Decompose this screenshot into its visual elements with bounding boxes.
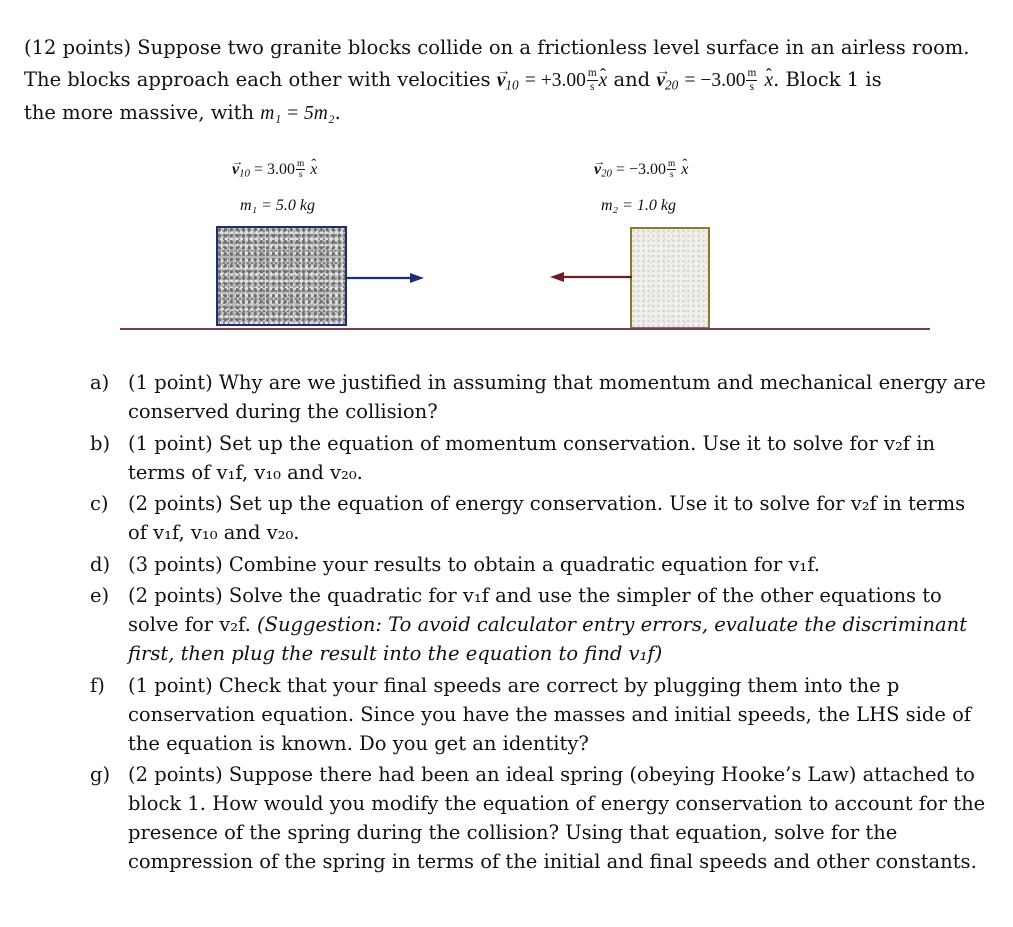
block1-velocity-arrow-icon [346,270,426,286]
intro-line-2-post: . Block 1 is [773,68,882,91]
block2-velocity-label: → $v_{20} = -3.00$ $\frac{m}{s}$ ˆ x [594,160,688,181]
intro-line-1: (12 points) Suppose two granite blocks collide on a frictionless level surface in an airless room. [24,36,970,59]
intro-line-3-post: . [334,101,341,124]
intro-line-2 [24,64,989,97]
intro-line-2-pre: The blocks approach each other with velocities [24,68,497,91]
intro-line-3 [24,97,989,130]
unit-m-per-s: $\frac{m}{s}$ [747,67,757,93]
v20-value: = −3.00 [684,70,746,91]
question-part-a: a) (1 point) Why are we justified in assuming that momentum and mechanical energy are conserved during the collision? [90,371,986,423]
and-word: and [607,68,657,91]
question-parts [90,368,990,879]
vector-v-symbol: → v [656,65,665,97]
suggestion-note: (Suggestion: To avoid calculator entry errors, evaluate the discriminant first, then plug the result into the equation to find v₁f) [128,613,968,665]
question-part-g: g) (2 points) Suppose there had been an ideal spring (obeying Hooke’s Law) attached to block 1. How would you modify the equation of energy conservation to account for the presence of the spring during the collision? Using that equation, solve for the compression of the spring in terms of the initial and final speeds and other constants. [90,763,986,873]
question-part-f: f) (1 point) Check that your final speeds are correct by plugging them into the p conservation equation. Since you have the masses and initial speeds, the LHS side of the equation is known. Do you get an identity? [90,673,972,755]
x-hat-symbol: ˆ x [764,65,773,97]
intro-line-3-pre: the more massive, with [24,101,261,124]
unit-m-per-s: $\frac{m}{s}$ [587,67,597,93]
vector-v-symbol: → v [497,65,506,97]
block1-velocity-label: → $v_{10} = 3.00$ $\frac{m}{s}$ ˆ x [232,160,317,181]
question-part-b: b) (1 point) Set up the equation of momentum conservation. Use it to solve for v₂f in terms of v₁f, v₁₀ and v₂₀. [90,431,936,484]
subscript-20: 20 [665,77,679,93]
problem-intro [24,32,989,130]
v10-value: = +3.00 [524,70,586,91]
subscript-10: 10 [505,77,519,93]
question-part-d: d) (3 points) Combine your results to obtain a quadratic equation for v₁f. [90,552,820,576]
block1-mass-label: m₁ = 5.0 kg [240,197,316,214]
frictionless-surface [120,328,930,330]
mass-relation: m₁ = 5m₂ [260,103,335,124]
block2-mass-label: m₂ = 1.0 kg [601,197,677,214]
granite-block-1 [216,226,347,326]
question-part-e: e) (2 points) Solve the quadratic for v₁f and use the simpler of the other equations to solve for v₂f. (Suggestion: To avoid calculator entry errors, evaluate the discriminant first, then plug the result into the equation to find v₁f) [90,584,968,665]
granite-block-2 [630,227,710,329]
question-part-c: c) (2 points) Set up the equation of energy conservation. Use it to solve for v₂f in terms of v₁f, v₁₀ and v₂₀. [90,492,966,544]
x-hat-symbol: ˆ x [599,65,608,97]
block2-velocity-arrow-icon [548,269,632,285]
